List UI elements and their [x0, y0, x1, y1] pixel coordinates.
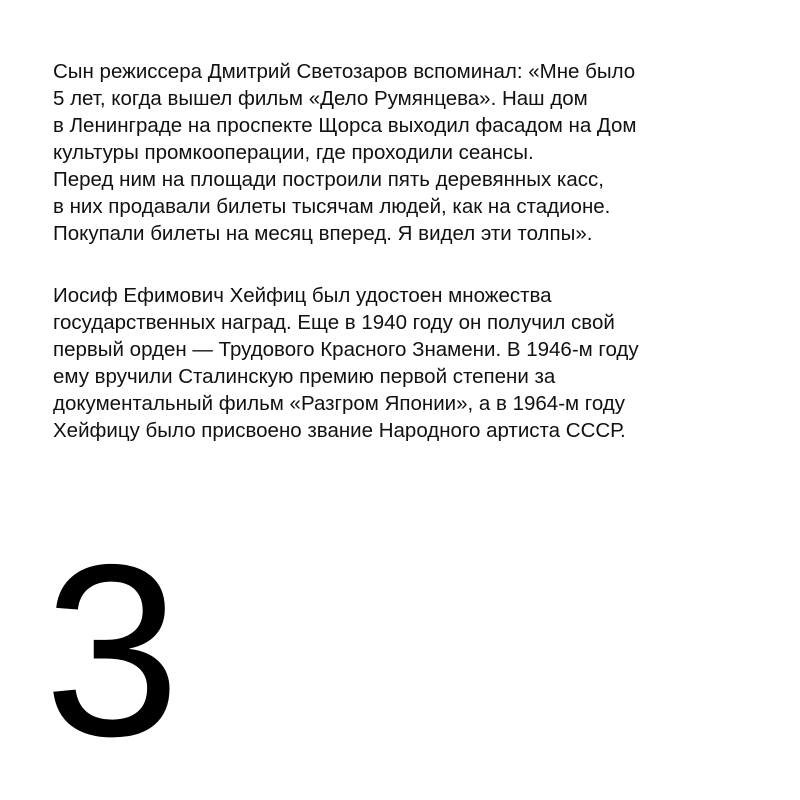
- text-line: в Ленинграде на проспекте Щорса выходил фасадом на Дом: [53, 114, 637, 137]
- paragraph-awards: [53, 282, 753, 444]
- text-line: ему вручили Сталинскую премию первой степени за: [53, 365, 556, 388]
- text-line: Перед ним на площади построили пять деревянных касс,: [53, 168, 604, 191]
- text-line: культуры промкооперации, где проходили сеансы.: [53, 141, 534, 164]
- page-number: 3: [44, 513, 181, 787]
- text-line: документальный фильм «Разгром Японии», а в 1964-м году: [53, 392, 625, 415]
- text-line: в них продавали билеты тысячам людей, как на стадионе.: [53, 195, 611, 218]
- text-line: 5 лет, когда вышел фильм «Дело Румянцева». Наш дом: [53, 87, 588, 110]
- text-line: Сын режиссера Дмитрий Светозаров вспоминал: «Мне было: [53, 60, 636, 83]
- text-line: государственных наград. Еще в 1940 году он получил свой: [53, 311, 615, 334]
- paragraph-memoir-quote: [53, 58, 753, 247]
- text-line: Хейфицу было присвоено звание Народного артиста СССР.: [53, 419, 626, 442]
- text-line: Покупали билеты на месяц вперед. Я видел эти толпы».: [53, 222, 593, 245]
- text-line: первый орден — Трудового Красного Знамени. В 1946-м году: [53, 338, 639, 361]
- text-line: Иосиф Ефимович Хейфиц был удостоен множества: [53, 284, 552, 307]
